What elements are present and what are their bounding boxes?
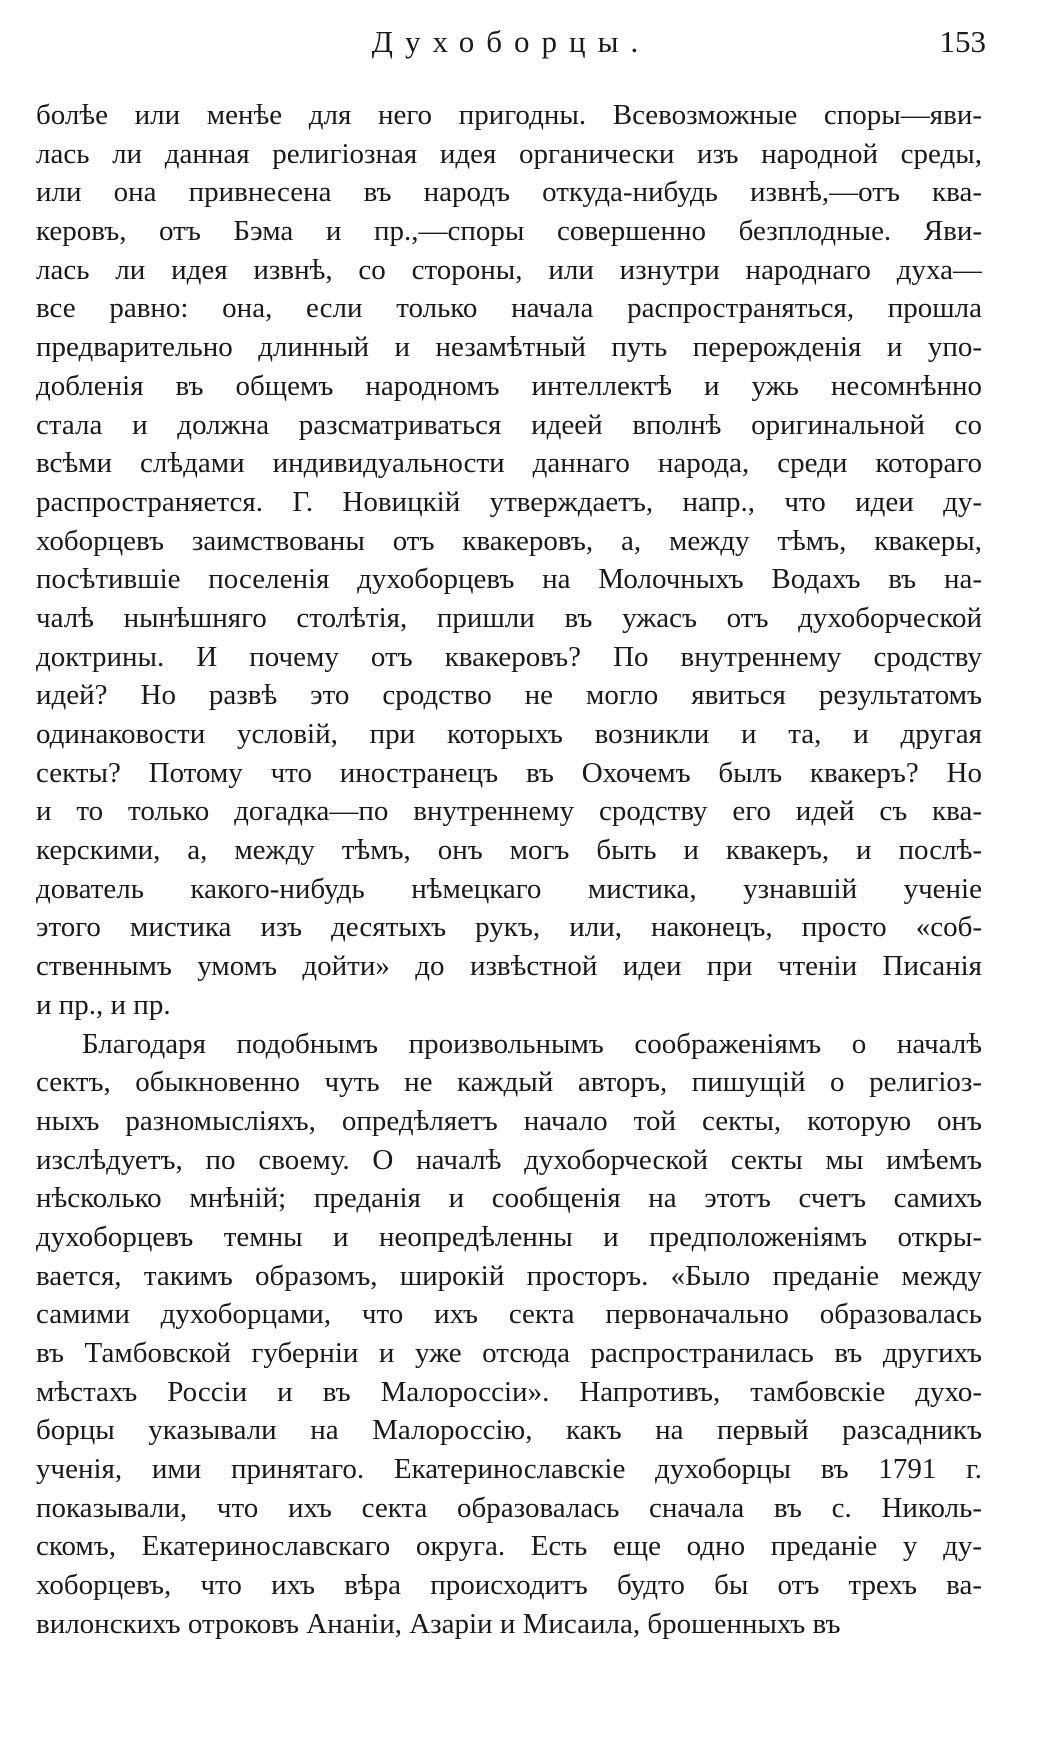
running-head [36,22,986,62]
text-line: добленія въ общемъ народномъ интеллектѣ и ужь несомнѣнно [36,369,982,402]
text-line: распространяется. Г. Новицкій утверждаетъ, напр., что идеи ду- [36,485,982,518]
text-line: и пр., и пр. [36,988,171,1021]
text-line: одинаковости условій, при которыхъ возникли и та, и другая [36,718,982,750]
text-line: духоборцевъ темны и неопредѣленны и предположеніямъ откры- [36,1220,982,1253]
text-line: вилонскихъ отроковъ Ананіи, Азаріи и Мисаила, брошенныхъ въ [36,1607,841,1640]
text-line: хоборцевъ заимствованы отъ квакеровъ, а, между тѣмъ, квакеры, [36,524,982,557]
text-line: керскими, а, между тѣмъ, онъ могъ быть и квакеръ, и послѣ- [36,834,982,867]
text-line: и то только догадка—по внутреннему сродству его идей съ ква- [36,795,982,828]
text-line: керовъ, отъ Бэма и пр.,—споры совершенно безплодные. Яви- [36,215,982,248]
text-line: борцы указывали на Малороссію, какъ на первый разсадникъ [36,1414,982,1447]
text-line: нѣсколько мнѣній; преданія и сообщенія на этотъ счетъ самихъ [36,1182,982,1215]
text-line: лась ли идея извнѣ, со стороны, или изнутри народнаго духа— [36,253,982,286]
text-line: идей? Но развѣ это сродство не могло явиться результатомъ [36,679,982,712]
text-line: хоборцевъ, что ихъ вѣра происходитъ будто бы отъ трехъ ва- [36,1569,982,1602]
text-line: болѣе или менѣе для него пригодны. Всевозможные споры—яви- [36,99,982,131]
text-line: показывали, что ихъ секта образовалась сначала въ с. Николь- [36,1491,982,1524]
text-line: изслѣдуетъ, по своему. О началѣ духоборческой секты мы имѣемъ [36,1143,982,1176]
text-line: ученія, ими принятаго. Екатеринославскіе духоборцы въ 1791 г. [36,1453,982,1486]
text-line: ственнымъ умомъ дойти» до извѣстной идеи при чтеніи Писанія [36,950,982,983]
text-line: доктрины. И почему отъ квакеровъ? По внутреннему сродству [36,640,982,673]
text-line: въ Тамбовской губерніи и уже отсюда распространилась въ другихъ [36,1337,982,1369]
running-title: Духоборцы. [371,24,651,59]
text-line: все равно: она, если только начала распространяться, прошла [36,292,982,325]
text-line: этого мистика изъ десятыхъ рукъ, или, наконецъ, просто «соб- [36,911,982,944]
text-line: ныхъ разномысліяхъ, опредѣляетъ начало той секты, которую онъ [36,1104,982,1137]
text-line: стала и должна разсматриваться идеей вполнѣ оригинальной со [36,408,982,441]
text-line: мѣстахъ Россіи и въ Малороссіи». Напротивъ, тамбовскіе духо- [36,1375,982,1408]
text-line: вается, такимъ образомъ, широкій просторъ. «Было преданіе между [36,1259,982,1292]
text-line: посѣтившіе поселенія духоборцевъ на Молочныхъ Водахъ въ на- [36,563,982,596]
text-line: предварительно длинный и незамѣтный путь перерожденія и упо- [36,331,982,364]
text-line: дователь какого-нибудь нѣмецкаго мистика, узнавшій ученіе [36,872,982,905]
text-line: сектъ, обыкновенно чуть не каждый авторъ, пишущій о религіоз- [36,1066,982,1099]
text-line: лась ли данная религіозная идея органически изъ народной среды, [36,137,982,170]
text-line: самими духоборцами, что ихъ секта первоначально образовалась [36,1298,982,1331]
text-line: скомъ, Екатеринославскаго округа. Есть еще одно преданіе у ду- [36,1530,982,1563]
text-line: чалѣ нынѣшняго столѣтія, пришли въ ужасъ отъ духоборческой [36,601,982,634]
text-line: или она привнесена въ народъ откуда-нибудь извнѣ,—отъ ква- [36,176,982,209]
page-number: 153 [939,24,986,59]
text-line: всѣми слѣдами индивидуальности даннаго народа, среди котораго [36,447,982,480]
body-text [36,96,982,1644]
text-line: Благодаря подобнымъ произвольнымъ соображеніямъ о началѣ [82,1027,982,1060]
text-line: секты? Потому что иностранецъ въ Охочемъ былъ квакеръ? Но [36,756,982,789]
paragraph [36,1025,982,1644]
paragraph [36,96,982,1025]
